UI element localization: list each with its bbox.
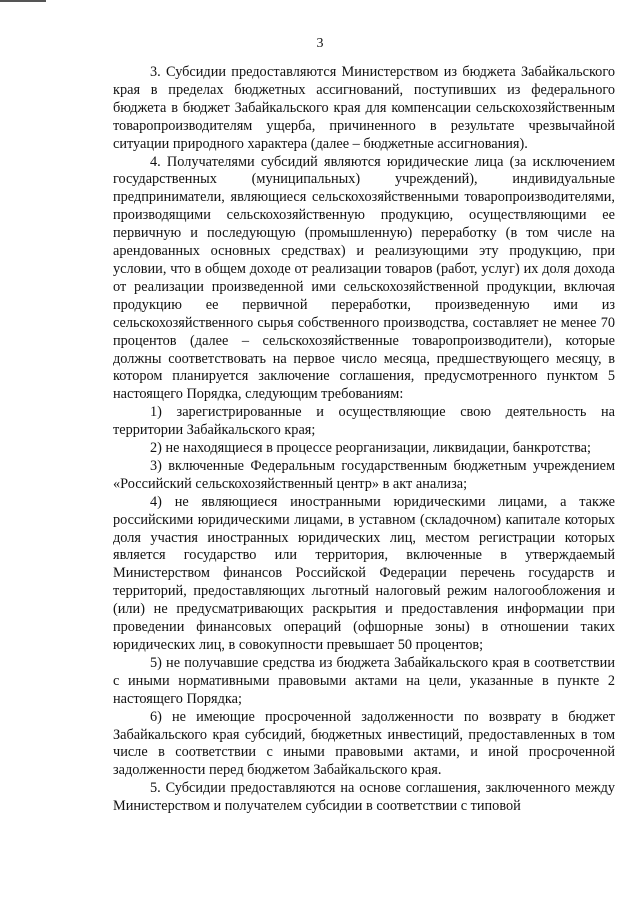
scan-corner-mark bbox=[0, 0, 46, 2]
requirement-4-not-foreign: 4) не являющиеся иностранными юридическими лицами, а также российскими юридическими лицами, в уставном (складочном) капитале которых доля участия иностранных юридических лиц, местом регистрации которых является государство или территория, включенные в утверждаемый Министерством финансов Российской Федерации перечень государств и территорий, предоставляющих льготный налоговый режим налогообложения и (или) не предусматривающих раскрытия и предоставления информации при проведении финансовых операций (офшорные зоны) в отношении таких юридических лиц, в совокупности превышает 50 процентов; bbox=[113, 493, 615, 653]
requirement-6-no-overdue-debt: 6) не имеющие просроченной задолженности по возврату в бюджет Забайкальского края субсидий, бюджетных инвестиций, предоставленных в том числе в соответствии с иными правовыми актами, и иной просроченной задолженности перед бюджетом Забайкальского края. bbox=[113, 708, 615, 779]
requirement-3-analysis-act: 3) включенные Федеральным государственным бюджетным учреждением «Российский сельскохозяйственный центр» в акт анализа; bbox=[113, 457, 615, 492]
paragraph-5-agreement: 5. Субсидии предоставляются на основе соглашения, заключенного между Министерством и получателем субсидии в соответствии с типовой bbox=[113, 780, 615, 815]
requirement-1-registration: 1) зарегистрированные и осуществляющие свою деятельность на территории Забайкальского края; bbox=[113, 404, 615, 439]
paragraph-3-subsidies-source: 3. Субсидии предоставляются Министерством из бюджета Забайкальского края в пределах бюджетных ассигнований, поступивших из федерального бюджета в бюджет Забайкальского края для компенсации сельскохозяйственным товаропроизводителям ущерба, причиненного в результате чрезвычайной ситуации природного характера (далее – бюджетные ассигнования). bbox=[113, 64, 615, 152]
document-body bbox=[113, 64, 615, 816]
paragraph-4-recipients: 4. Получателями субсидий являются юридические лица (за исключением государственных (муниципальных) учреждений), индивидуальные предприниматели, являющиеся сельскохозяйственными товаропроизводителями, производящими сельскохозяйственную продукцию, осуществляющими ее первичную и последующую (промышленную) переработку (в том числе на арендованных основных средствах) и реализующими эту продукцию, при условии, что в общем доходе от реализации товаров (работ, услуг) их доля дохода от реализации произведенной ими сельскохозяйственной продукции, включая продукцию ее первичной переработки, произведенную ими из сельскохозяйственного сырья собственного производства, составляет не менее 70 процентов (далее – сельскохозяйственные товаропроизводители), которые должны соответствовать на первое число месяца, предшествующего месяцу, в котором планируется заключение соглашения, предусмотренного пунктом 5 настоящего Порядка, следующим требованиям: bbox=[113, 153, 615, 403]
requirement-5-no-other-funds: 5) не получавшие средства из бюджета Забайкальского края в соответствии с иными нормативными правовыми актами на цели, указанные в пункте 2 настоящего Порядка; bbox=[113, 654, 615, 707]
page-number: 3 bbox=[316, 36, 324, 51]
requirement-2-no-reorganization: 2) не находящиеся в процессе реорганизации, ликвидации, банкротства; bbox=[150, 440, 591, 457]
